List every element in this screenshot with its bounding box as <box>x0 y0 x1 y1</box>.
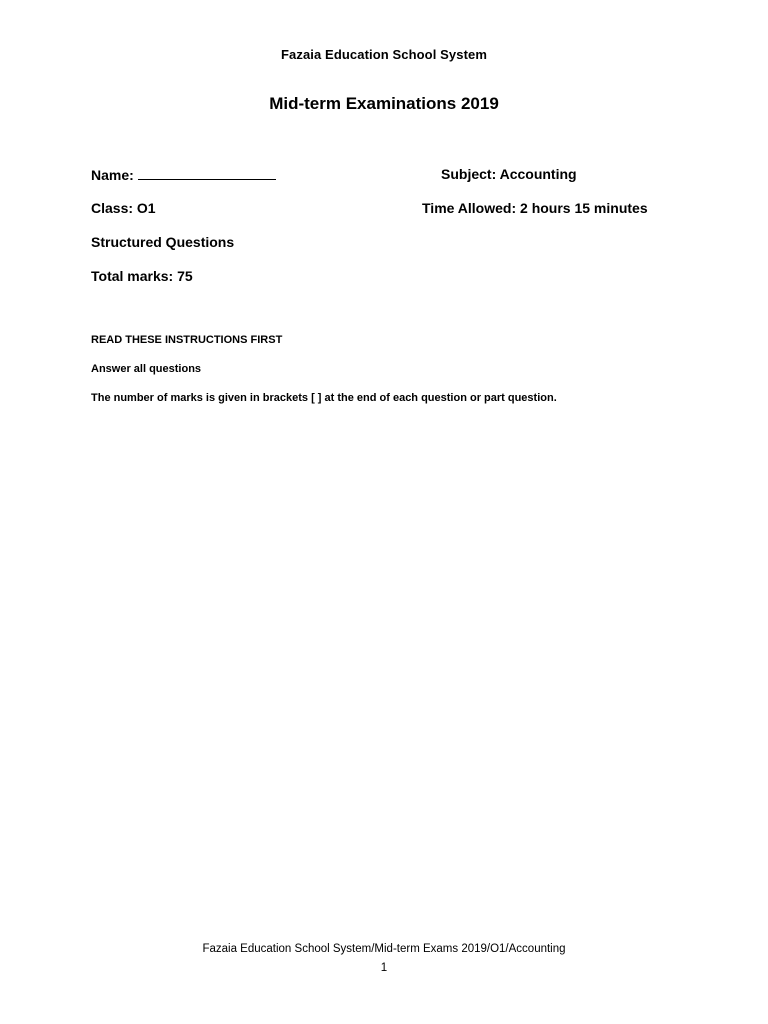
name-label: Name: <box>91 167 134 183</box>
page-footer: Fazaia Education School System/Mid-term Exams 2019/O1/Accounting <box>202 943 566 955</box>
name-blank-line <box>138 166 276 180</box>
page-number: 1 <box>380 962 388 974</box>
paper-type: Structured Questions <box>91 234 235 250</box>
exam-title: Mid-term Examinations 2019 <box>269 94 499 113</box>
class-info: Class: O1 <box>91 200 156 216</box>
instructions-heading: READ THESE INSTRUCTIONS FIRST <box>91 334 283 346</box>
instruction-item: Answer all questions <box>91 363 202 375</box>
name-field <box>91 166 276 183</box>
school-name: Fazaia Education School System <box>281 47 487 62</box>
time-allowed-info: Time Allowed: 2 hours 15 minutes <box>422 200 648 216</box>
total-marks: Total marks: 75 <box>91 268 193 284</box>
instruction-item: The number of marks is given in brackets [ ] at the end of each question or part question. <box>91 392 557 404</box>
subject-info: Subject: Accounting <box>441 166 577 182</box>
